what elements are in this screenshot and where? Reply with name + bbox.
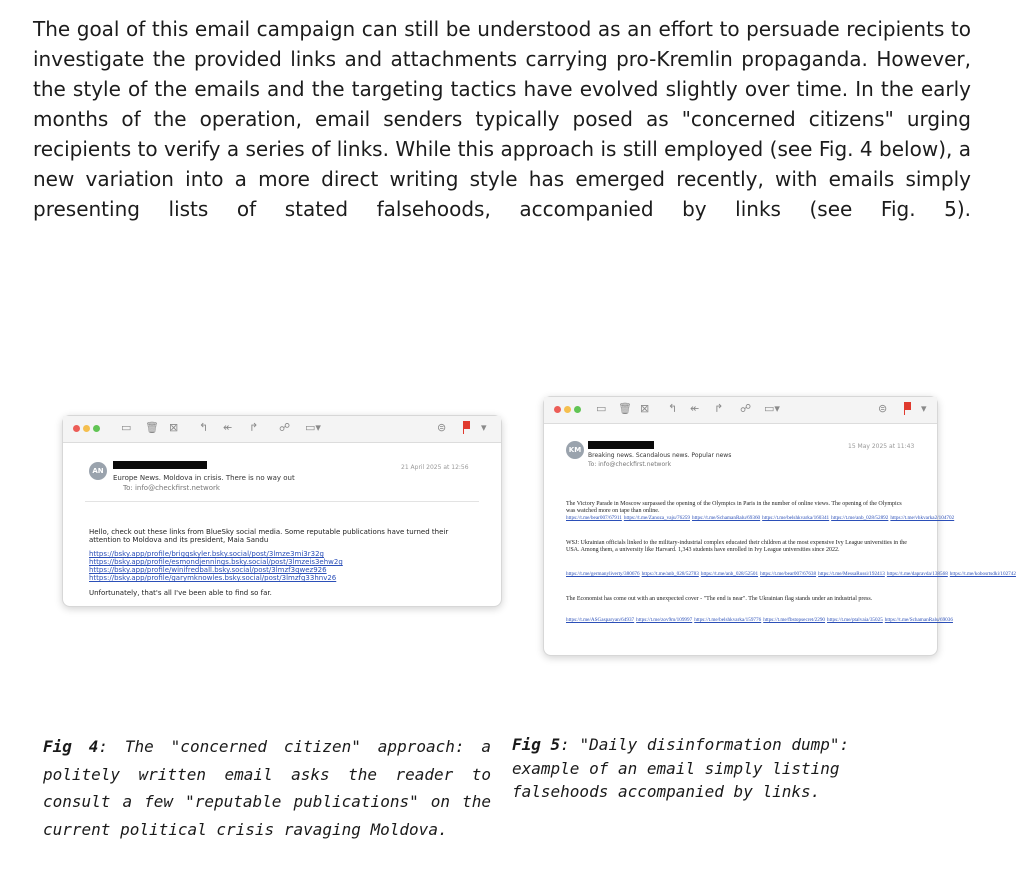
sender-avatar: AN [89, 462, 107, 480]
header-divider [85, 501, 479, 502]
close-window-dot [73, 425, 80, 432]
mute-icon: ☍ [740, 402, 752, 415]
email-link[interactable]: https://t.me/vhkvarka2/104702 [890, 515, 955, 521]
email-body-intro: Hello, check out these links from BlueSky social media. Some reputable publications have turned their attention to Moldova and its president, Maia Sandu [89, 528, 449, 544]
reply-icon: ↰ [668, 402, 678, 415]
redacted-sender-name [113, 461, 207, 469]
email-link[interactable]: https://t.me/anb_028/52892 [831, 515, 889, 521]
print-icon: ⊜ [878, 402, 888, 415]
fig4-caption-label: Fig 4 [43, 737, 99, 756]
trash-icon: 🗑 [618, 402, 632, 415]
email-link[interactable]: https://t.me/ptalvaia/35025 [827, 617, 883, 623]
fig5-caption [512, 733, 912, 804]
fig5-caption-text: : "Daily disinformation dump": example of an email simply listing falsehoods accompanied by links. [512, 735, 850, 801]
email-link[interactable]: https://bsky.app/profile/briggskyler.bsky.social/post/3lmze3mi3r32g [89, 550, 324, 558]
sender-avatar: KM [566, 441, 584, 459]
email-link[interactable]: https://bsky.app/profile/garymknowles.bsky.social/post/3lmzfg33hnv26 [89, 574, 337, 582]
falsehood-links [566, 515, 955, 522]
email-link[interactable]: https://t.me/anb_028/52783 [641, 571, 699, 577]
zoom-window-dot [93, 425, 100, 432]
reply-all-icon: ↞ [223, 421, 233, 434]
email-link[interactable]: https://t.me/belshkvarka/159776 [694, 617, 762, 623]
email-link-list [89, 550, 343, 582]
email-link[interactable]: https://t.me/belshkvarka/160341 [762, 515, 830, 521]
email-link[interactable]: https://t.me/bear007/67638 [760, 571, 817, 577]
chevron-down-icon: ▾ [481, 421, 487, 434]
email-link[interactable]: https://t.me/fbstopsecret/2290 [763, 617, 826, 623]
print-icon: ⊜ [437, 421, 447, 434]
zoom-window-dot [574, 406, 581, 413]
junk-icon: ⊠ [640, 402, 650, 415]
falsehood-paragraph: WSJ: Ukrainian officials linked to the military-industrial complex educated their children at the most expensive Ivy League universities in the USA. Among them, a university like Harvard. 1,343 students have enrolled in Ivy League universities since 2022. [566, 540, 907, 553]
minimize-window-dot [564, 406, 571, 413]
falsehood-paragraph: The Victory Parade in Moscow surpassed the opening of the Olympics in Paris in the number of online views. The opening of the Olympics was watched more on tape than online. [566, 501, 902, 514]
falsehood-paragraph: The Economist has come out with an unexpected cover - "The end is near". The Ukrainian flag stands under an industrial press. [566, 596, 873, 602]
email-date: 15 May 2025 at 11:43 [848, 443, 915, 450]
junk-icon: ⊠ [169, 421, 179, 434]
email-link[interactable]: https://t.me/MessaRussi/192413 [818, 571, 885, 577]
reply-all-icon: ↞ [690, 402, 700, 415]
archive-icon: ▭ [596, 402, 607, 415]
fig5-email-screenshot [543, 396, 1016, 656]
intro-paragraph: The goal of this email campaign can still be understood as an effort to persuade recipients to investigate the provided links and attachments carrying pro-Kremlin propaganda. However, the style of the emails and the targeting tactics have evolved slightly over time. In the early months of the operation, email senders typically posed as "concerned citizens" urging recipients to verify a series of links. While this approach is still employed (see Fig. 4 below), a new variation into a more direct writing style has emerged recently, with emails simply presenting lists of stated falsehoods, accompanied by links (see Fig. 5). [33, 17, 971, 221]
fig5-caption-label: Fig 5 [512, 735, 561, 754]
email-recipient: To: info@checkfirst.network [123, 484, 220, 492]
email-recipient: To: info@checkfirst.network [588, 461, 672, 468]
email-subject: Breaking news. Scandalous news. Popular news [588, 452, 732, 459]
fig4-email-screenshot [62, 415, 502, 607]
email-link[interactable]: https://t.me/anb_028/52501 [700, 571, 759, 577]
falsehood-links [566, 617, 953, 624]
flag-icon [904, 402, 911, 410]
move-folder-icon: ▭▾ [305, 421, 321, 434]
move-folder-icon: ▭▾ [764, 402, 780, 415]
email-link[interactable]: https://t.me/SchamanRalu/69036 [884, 617, 953, 623]
email-link[interactable]: https://t.me/Zanoza_vaju/76259 [623, 515, 690, 521]
email-link[interactable]: https://t.me/dapravda/138568 [886, 571, 948, 577]
mail-toolbar [63, 416, 501, 443]
close-window-dot [554, 406, 561, 413]
email-link[interactable]: https://t.me/kobosrtsdki/102742 [949, 571, 1016, 577]
mute-icon: ☍ [279, 421, 291, 434]
reply-icon: ↰ [199, 421, 209, 434]
email-link[interactable]: https://t.me/ASGasparyan/64937 [566, 617, 635, 623]
flag-icon [463, 421, 470, 429]
email-link[interactable]: https://t.me/bear007/67911 [566, 515, 622, 521]
trash-icon: 🗑 [145, 421, 159, 434]
fig4-caption [43, 733, 491, 843]
email-closing: Unfortunately, that's all I've been able to find so far. [89, 589, 272, 597]
minimize-window-dot [83, 425, 90, 432]
email-link[interactable]: https://bsky.app/profile/winifredball.bsky.social/post/3lmzf3qwez926 [89, 566, 327, 574]
redacted-sender-name [588, 441, 654, 449]
email-link[interactable]: https://t.me/germanyliverty/380676 [566, 571, 640, 577]
fig4-caption-text: : The "concerned citizen" approach: a politely written email asks the reader to consult a few "reputable publications" on the current political crisis ravaging Moldova. [43, 737, 491, 839]
archive-icon: ▭ [121, 421, 132, 434]
email-subject: Europe News. Moldova in crisis. There is no way out [113, 474, 295, 482]
email-link[interactable]: https://t.me/zov9m/109997 [636, 617, 693, 623]
forward-icon: ↱ [714, 402, 724, 415]
email-link[interactable]: https://t.me/SchamanRalu/69360 [692, 515, 761, 521]
mail-toolbar [544, 397, 937, 424]
falsehood-links [566, 571, 1016, 578]
email-link[interactable]: https://bsky.app/profile/esmondjennings.bsky.social/post/3lmzeis3ehw2g [89, 558, 343, 566]
forward-icon: ↱ [249, 421, 259, 434]
email-date: 21 April 2025 at 12:56 [401, 464, 469, 471]
chevron-down-icon: ▾ [921, 402, 927, 415]
